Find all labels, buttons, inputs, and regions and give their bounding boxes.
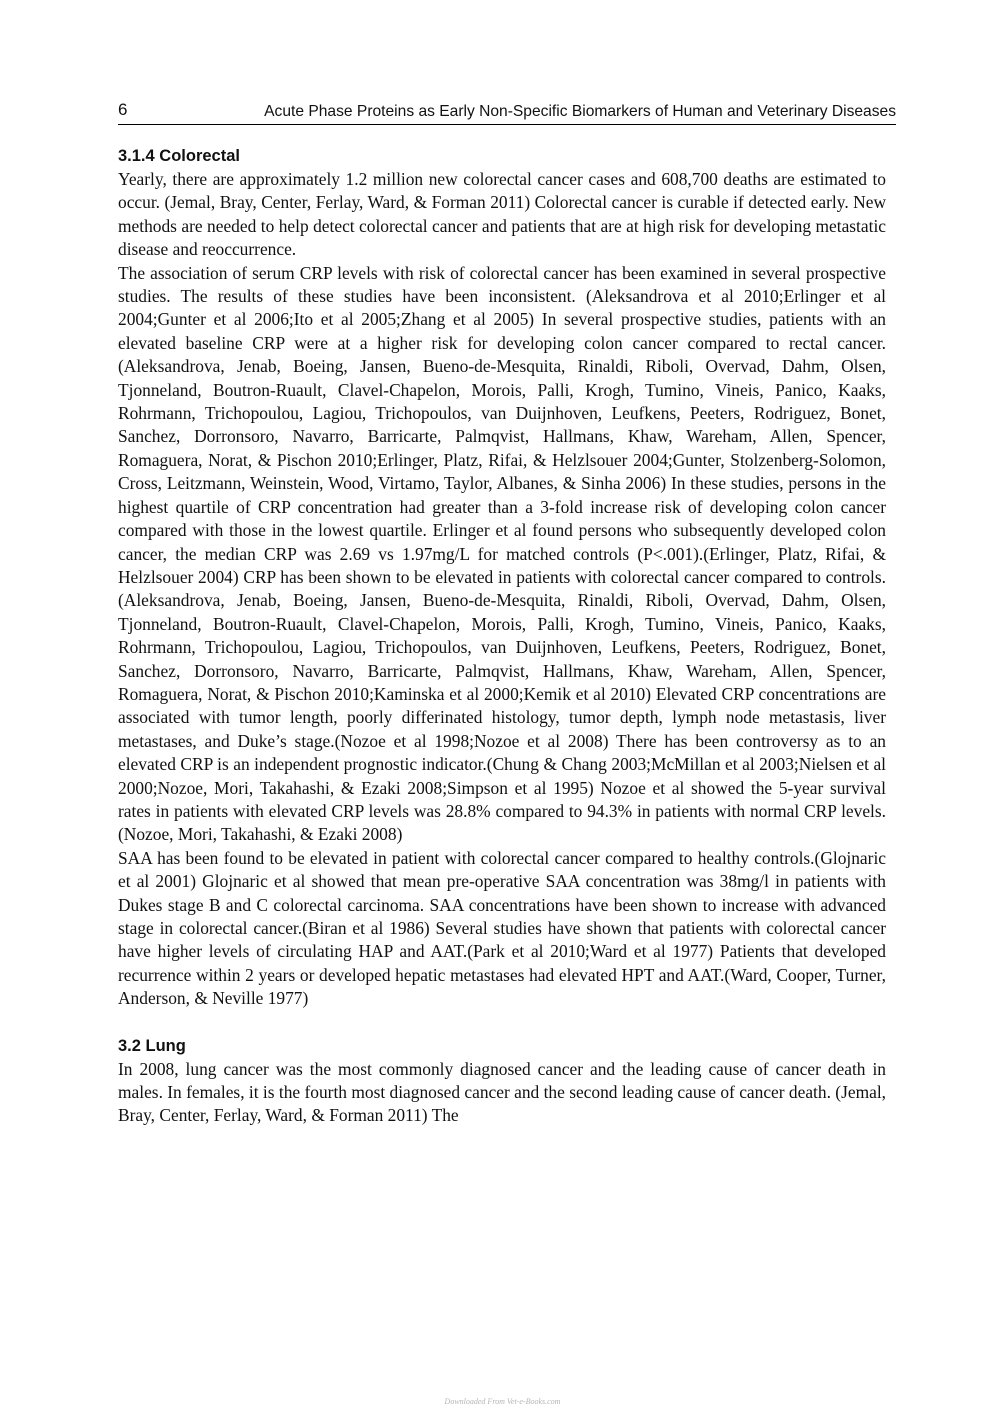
section-heading-lung: 3.2 Lung: [118, 1036, 186, 1055]
section-heading-colorectal: 3.1.4 Colorectal: [118, 147, 240, 165]
watermark-text: Downloaded From Vet-e-Books.com: [444, 1397, 561, 1406]
running-title: Acute Phase Proteins as Early Non-Specific Biomarkers of Human and Veterinary Diseases: [264, 103, 896, 120]
paragraph: Yearly, there are approximately 1.2 million new colorectal cancer cases and 608,700 deaths are estimated to occur. (Jemal, Bray, Center, Ferlay, Ward, & Forman 2011) Colorectal cancer is curable if detected early. New methods are needed to help detect colorectal cancer and patients that are at high risk for developing metastatic disease and reoccurrence.: [118, 169, 886, 260]
section-spacer: [118, 1011, 886, 1035]
page-number: 6: [118, 100, 128, 119]
page-body: [118, 145, 886, 1128]
paragraph: SAA has been found to be elevated in patient with colorectal cancer compared to healthy controls.(Glojnaric et al 2001) Glojnaric et al showed that mean pre-operative SAA concentration was 38mg/l in patients with Dukes stage B and C colorectal carcinoma. SAA concentrations have been shown to increase with advanced stage in colorectal cancer.(Biran et al 1986) Several studies have shown that patients with colorectal cancer have higher levels of circulating HAP and AAT.(Park et al 2010;Ward et al 1977) Patients that developed recurrence within 2 years or developed hepatic metastases had elevated HPT and AAT.(Ward, Cooper, Turner, Anderson, & Neville 1977): [118, 847, 886, 1009]
paragraph: The association of serum CRP levels with risk of colorectal cancer has been examined in several prospective studies. The results of these studies have been inconsistent. (Aleksandrova et al 2010;Erlinger et al 2004;Gunter et al 2006;Ito et al 2005;Zhang et al 2005) In several prospective studies, patients with an elevated baseline CRP were at a higher risk for developing colon cancer compared to rectal cancer.(Aleksandrova, Jenab, Boeing, Jansen, Bueno-de-Mesquita, Rinaldi, Riboli, Overvad, Dahm, Olsen, Tjonneland, Boutron-Ruault, Clavel-Chapelon, Morois, Palli, Krogh, Tumino, Vineis, Panico, Kaaks, Rohrmann, Trichopoulou, Lagiou, Trichopoulos, van Duijnhoven, Leufkens, Peeters, Rodriguez, Bonet, Sanchez, Dorronsoro, Navarro, Barricarte, Palmqvist, Hallmans, Khaw, Wareham, Allen, Spencer, Romaguera, Norat, & Pischon 2010;Erlinger, Platz, Rifai, & Helzlsouer 2004;Gunter, Stolzenberg-Solomon, Cross, Leitzmann, Weinstein, Wood, Virtamo, Taylor, Albanes, & Sinha 2006) In these studies, persons in the highest quartile of CRP concentration had greater than a 3-fold increase risk of developing colon cancer compared with those in the lowest quartile. Erlinger et al found persons who subsequently developed colon cancer, the median CRP was 2.69 vs 1.97mg/L for matched controls (P<.001).(Erlinger, Platz, Rifai, & Helzlsouer 2004) CRP has been shown to be elevated in patients with colorectal cancer compared to controls.(Aleksandrova, Jenab, Boeing, Jansen, Bueno-de-Mesquita, Rinaldi, Riboli, Overvad, Dahm, Olsen, Tjonneland, Boutron-Ruault, Clavel-Chapelon, Morois, Palli, Krogh, Tumino, Vineis, Panico, Kaaks, Rohrmann, Trichopoulou, Lagiou, Trichopoulos, van Duijnhoven, Leufkens, Peeters, Rodriguez, Bonet, Sanchez, Dorronsoro, Navarro, Barricarte, Palmqvist, Hallmans, Khaw, Wareham, Allen, Spencer, Romaguera, Norat, & Pischon 2010;Kaminska et al 2000;Kemik et al 2010) Elevated CRP concentrations are associated with tumor length, poorly differinated histology, tumor depth, lymph node metastasis, liver metastases, and Duke’s stage.(Nozoe et al 1998;Nozoe et al 2008) There has been controversy as to an elevated CRP is an independent prognostic indicator.(Chung & Chang 2003;McMillan et al 2003;Nielsen et al 2000;Nozoe, Mori, Takahashi, & Ezaki 2008;Simpson et al 1995) Nozoe et al showed the 5-year survival rates in patients with elevated CRP levels was 28.8% compared to 94.3% in patients with normal CRP levels.(Nozoe, Mori, Takahashi, & Ezaki 2008): [118, 262, 886, 845]
paragraph: In 2008, lung cancer was the most commonly diagnosed cancer and the leading cause of cancer death in males. In females, it is the fourth most diagnosed cancer and the second leading cause of cancer death. (Jemal, Bray, Center, Ferlay, Ward, & Forman 2011) The: [118, 1058, 886, 1126]
page-header: [118, 100, 896, 125]
